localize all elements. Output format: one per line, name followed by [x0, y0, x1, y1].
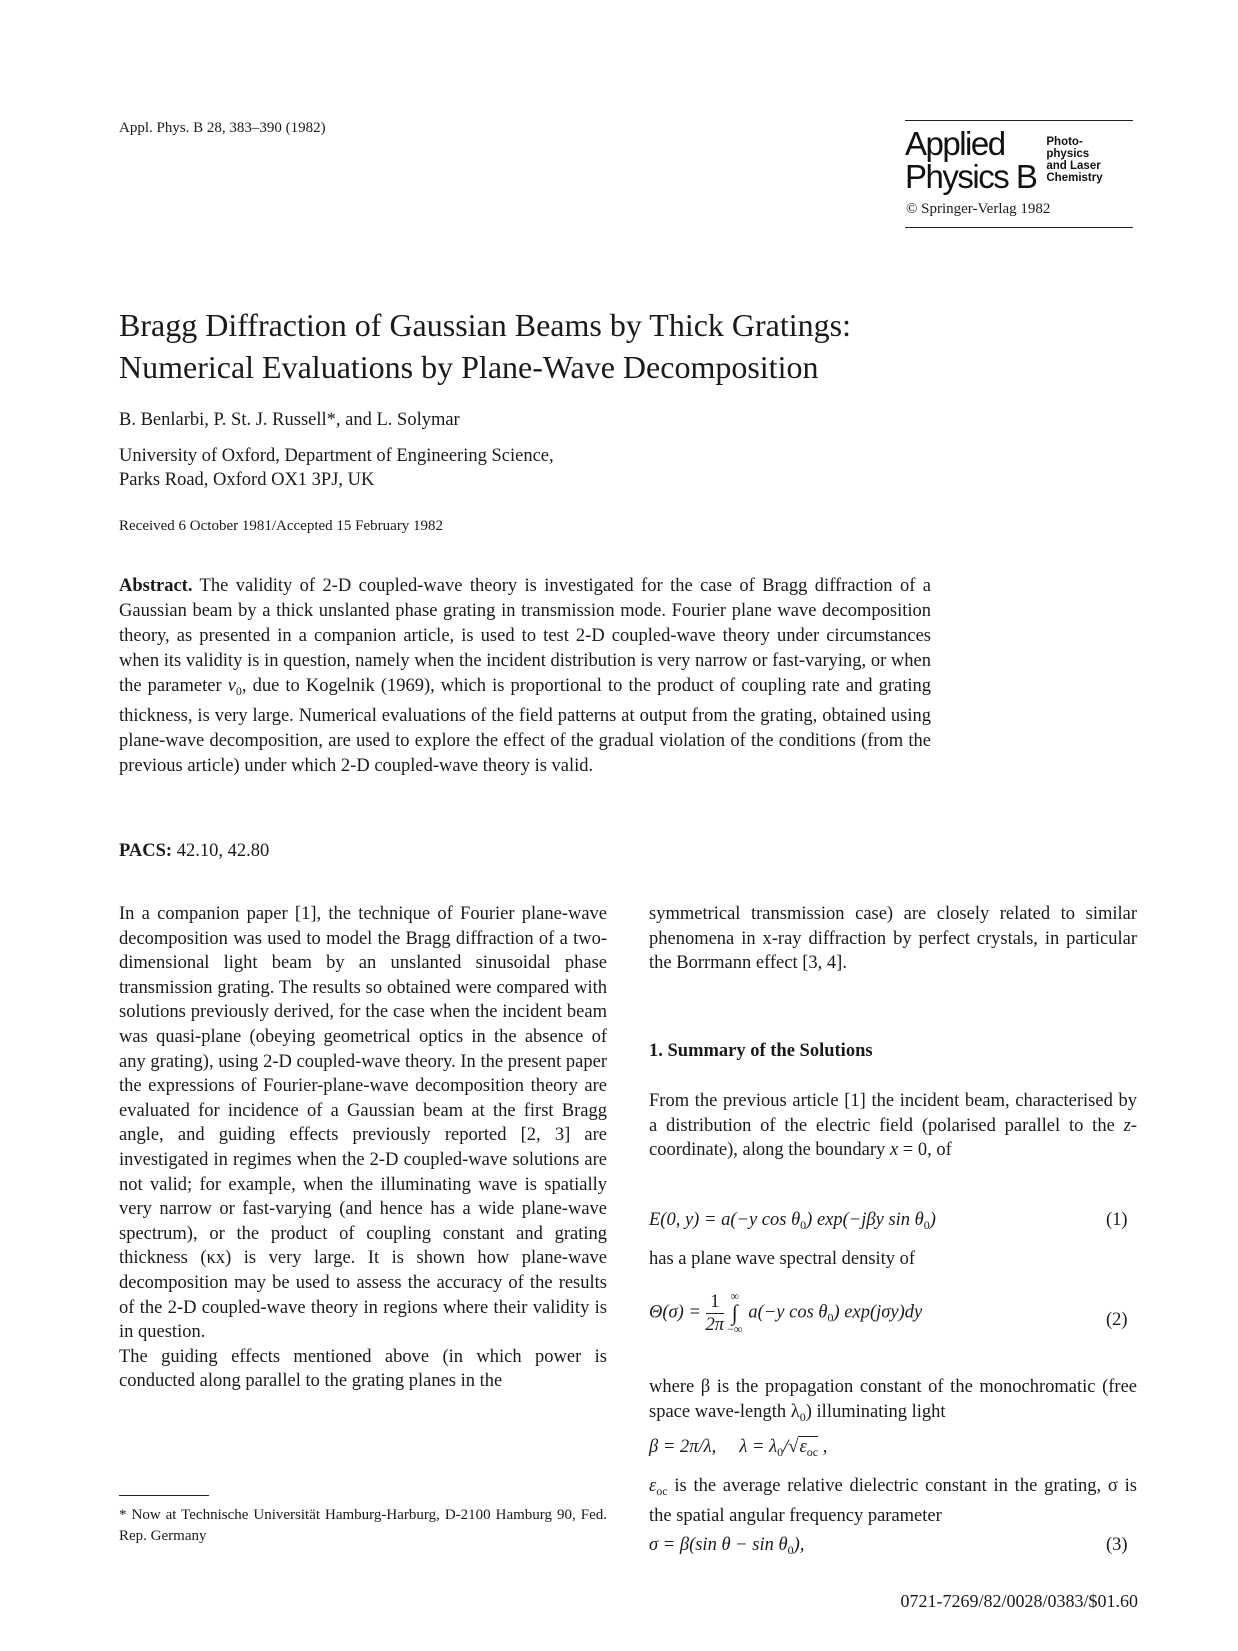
eq2-upper-limit: ∞	[730, 1289, 740, 1303]
beta-comma: ,	[818, 1437, 828, 1457]
eq2-after-b: ) illuminating light	[805, 1401, 946, 1422]
eq2-sub: 0	[827, 1310, 834, 1325]
eq1-sub2: 0	[923, 1218, 930, 1232]
lambda-def: λ = λ	[739, 1437, 778, 1457]
s1-text-a: From the previous article [1] the incident beam, characterised by a distribution of the electric field (polarised parallel to the	[649, 1091, 1137, 1136]
equation-2-followup	[649, 1375, 1137, 1429]
copyright: © Springer-Verlag 1982	[906, 201, 1051, 217]
received-dates: Received 6 October 1981/Accepted 15 February 1982	[119, 518, 444, 534]
epsilon-description	[649, 1474, 1137, 1528]
eq3-sub: 0	[787, 1543, 794, 1557]
authors: B. Benlarbi, P. St. J. Russell*, and L. Solymar	[119, 410, 460, 430]
footnote: * Now at Technische Universität Hamburg-Harburg, D-2100 Hamburg 90, Fed. Rep. Germany	[119, 1507, 607, 1544]
journal-name	[905, 127, 1036, 193]
pacs-label: PACS:	[119, 841, 173, 861]
beta-def: β = 2π/λ,	[649, 1437, 717, 1457]
eq3-part1: σ = β(sin θ − sin θ	[649, 1535, 788, 1555]
s1-text-b: -coordinate), along the boundary	[649, 1115, 1137, 1161]
article-title	[119, 304, 1129, 388]
eq2-lower-limit: −∞	[727, 1322, 743, 1336]
lambda0-sub: 0	[777, 1445, 784, 1459]
intro-paragraph-2: The guiding effects mentioned above (in which power is conducted along parallel to the grating planes in the	[119, 1346, 607, 1392]
eq2-rhs-2: ) exp(jσy)dy	[833, 1302, 923, 1323]
journal-citation: Appl. Phys. B 28, 383–390 (1982)	[119, 120, 326, 136]
s1-z: z	[1123, 1115, 1131, 1136]
eq1-part2: ) exp(−jβy sin θ	[806, 1210, 924, 1230]
equation-3-number: (3)	[1106, 1535, 1128, 1555]
eq2-lhs: Θ(σ) =	[649, 1302, 701, 1323]
footnote-rule	[119, 1495, 209, 1496]
eq2-denominator: 2π	[705, 1314, 725, 1335]
journal-name-line2: Physics B	[905, 158, 1037, 195]
equation-3	[649, 1535, 804, 1558]
eps-desc-sub: oc	[656, 1484, 668, 1498]
sqrt-sign: /√	[783, 1437, 799, 1457]
sqrt-content	[798, 1436, 818, 1457]
eps-symbol: ε	[799, 1437, 807, 1457]
journal-masthead	[905, 120, 1133, 228]
journal-sub-line3: and Laser	[1046, 160, 1101, 172]
intro-paragraph-1: In a companion paper [1], the technique of Fourier plane-wave decomposition was used to model the Bragg diffraction of a two-dimensional light beam by an unslanted sinusoidal phase transmission grating. The results so obtained were compared with solutions previously derived, for the case when the incident beam was quasi-plane (obeying geometrical optics in the absence of any grating), using 2-D coupled-wave theory. In the present paper the expressions of Fourier-plane-wave decomposition theory are evaluated for incidence of a Gaussian beam at the first Bragg angle, and guiding effects previously reported [2, 3] are investigated in regimes when the 2-D coupled-wave solutions are not valid; for example, when the illuminating wave is spatially very narrow or fast-varying (and hence has a wide plane-wave spectrum), or the product of coupling constant and grating thickness (κx) is very large. It is shown how plane-wave decomposition may be used to assess the accuracy of the results of the 2-D coupled-wave theory in regions where their validity is in question.	[119, 904, 607, 1343]
section-1-heading: 1. Summary of the Solutions	[649, 1041, 873, 1061]
eq2-fraction	[706, 1291, 725, 1336]
eps-sub: oc	[806, 1445, 819, 1459]
equation-1	[649, 1210, 936, 1233]
s1-x: x	[889, 1140, 899, 1161]
eps-desc-symbol: ε	[649, 1476, 657, 1496]
abstract-text-1: The validity of 2-D coupled-wave theory is investigated for the case of Bragg diffraction of a Gaussian beam by a thick unslanted phase grating in transmission mode. Fourier plane wave decomposition theory, as presented in a companion article, is used to test 2-D coupled-wave theory under circumstances when its validity is in question, namely when the incident distribution is very narrow or fast-varying, or when the parameter	[119, 576, 931, 696]
pacs-values: 42.10, 42.80	[172, 841, 270, 861]
abstract	[119, 574, 931, 779]
right-column-continuation	[649, 902, 1137, 976]
equation-1-number: (1)	[1106, 1210, 1128, 1230]
eq3-part2: ),	[793, 1535, 805, 1555]
masthead-bottom-rule	[905, 227, 1133, 228]
journal-sub-line2: physics	[1046, 148, 1090, 160]
affiliation-line2: Parks Road, Oxford OX1 3PJ, UK	[119, 470, 375, 490]
equation-2	[649, 1290, 922, 1336]
masthead-top-rule	[905, 120, 1133, 121]
eq2-numerator: 1	[706, 1291, 725, 1314]
eq2-after-a: where β is the propagation constant of the monochromatic (free space wave-length λ	[649, 1377, 1137, 1422]
title-line2: Numerical Evaluations by Plane-Wave Decomposition	[119, 349, 819, 385]
equation-beta	[649, 1437, 827, 1460]
eq1-sub1: 0	[800, 1218, 807, 1232]
equation-2-number: (2)	[1106, 1310, 1128, 1330]
abstract-label: Abstract.	[119, 576, 193, 596]
eps-desc-text: is the average relative dielectric constant in the grating, σ is the spatial angular frequency parameter	[649, 1476, 1137, 1526]
journal-name-line1: Applied	[905, 125, 1005, 162]
abstract-text-2: , due to Kogelnik (1969), which is proportional to the product of coupling rate and grating thickness, is very large. Numerical evaluations of the field patterns at output from the grating, obtained using plane-wave decomposition, are used to explore the effect of the gradual violation of the conditions (from the previous article) under which 2-D coupled-wave theory is valid.	[119, 676, 931, 776]
journal-sub-line4: Chemistry	[1046, 172, 1103, 184]
eq2-integral-sign: ∫	[731, 1300, 738, 1325]
nu-symbol: v	[227, 676, 236, 696]
affiliation	[119, 444, 554, 492]
pacs	[119, 841, 269, 862]
affiliation-line1: University of Oxford, Department of Engineering Science,	[119, 446, 554, 466]
equation-1-followup: has a plane wave spectral density of	[649, 1249, 916, 1269]
section-1-paragraph	[649, 1089, 1137, 1163]
eq1-part1: E(0, y) = a(−y cos θ	[649, 1210, 801, 1230]
journal-sub-line1: Photo-	[1046, 136, 1083, 148]
eq2-rhs-1: a(−y cos θ	[748, 1302, 828, 1323]
nu-subscript: 0	[235, 684, 242, 698]
left-column	[119, 902, 607, 1394]
title-line1: Bragg Diffraction of Gaussian Beams by Thick Gratings:	[119, 307, 851, 343]
lambda-sub: 0	[799, 1409, 806, 1424]
journal-logo	[905, 127, 1133, 193]
s1-text-c: = 0, of	[898, 1140, 952, 1161]
journal-subtitle	[1046, 136, 1102, 184]
eq1-part3: )	[929, 1210, 936, 1230]
article-code: 0721-7269/82/0028/0383/$01.60	[900, 1591, 1138, 1611]
continuation-paragraph: symmetrical transmission case) are closely related to similar phenomena in x-ray diffraction by perfect crystals, in particular the Borrmann effect [3, 4].	[649, 904, 1137, 974]
integral-icon	[727, 1290, 742, 1336]
